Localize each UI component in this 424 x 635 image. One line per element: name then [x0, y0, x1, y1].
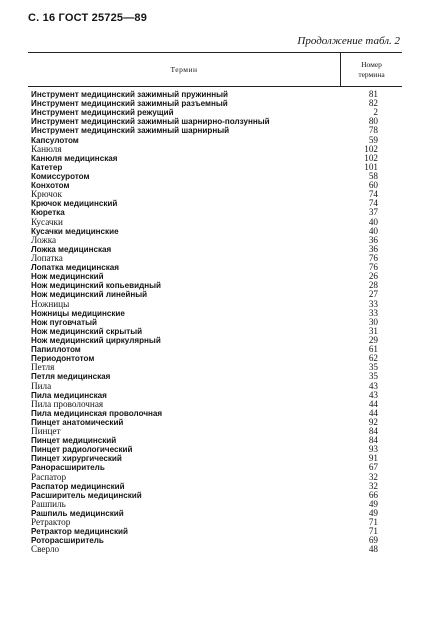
term-cell: Пинцет хирургический — [31, 454, 122, 464]
table-row — [28, 545, 402, 554]
term-number-cell: 49 — [368, 508, 378, 519]
term-number-cell: 44 — [368, 398, 378, 409]
term-cell: Конхотом — [31, 181, 70, 191]
term-cell: Инструмент медицинский режущий — [31, 108, 174, 118]
table-row — [28, 318, 402, 327]
term-cell: Кюретка — [31, 208, 65, 218]
term-number-cell: 66 — [368, 489, 378, 500]
term-cell: Ножницы — [31, 298, 70, 309]
term-number-cell: 32 — [368, 471, 378, 482]
term-number-cell: 35 — [368, 371, 378, 382]
column-header-number — [341, 53, 402, 86]
term-cell: Катетер — [31, 162, 63, 172]
term-number-cell: 32 — [368, 480, 378, 491]
term-cell: Кусачки медицинские — [31, 226, 119, 236]
term-number-cell: 35 — [368, 362, 378, 373]
table-row — [28, 473, 402, 482]
table-row — [28, 254, 402, 263]
term-number-cell: 49 — [368, 498, 378, 509]
table-row — [28, 99, 402, 108]
term-number-cell: 76 — [368, 262, 378, 273]
table-row — [28, 345, 402, 354]
table-row — [28, 245, 402, 254]
term-number-cell: 30 — [368, 316, 378, 327]
term-number-cell: 33 — [368, 298, 378, 309]
term-number-cell: 74 — [368, 189, 378, 200]
term-number-cell: 58 — [368, 170, 378, 181]
term-number-cell: 74 — [368, 198, 378, 209]
term-number-cell: 71 — [368, 526, 378, 537]
table-row — [28, 372, 402, 381]
term-number-cell: 33 — [368, 307, 378, 318]
term-number-cell: 102 — [364, 152, 378, 163]
table-row — [28, 236, 402, 245]
term-number-cell: 43 — [368, 389, 378, 400]
term-cell: Ложка — [31, 234, 57, 245]
term-number-cell: 71 — [368, 517, 378, 528]
table-row — [28, 400, 402, 409]
table-row — [28, 518, 402, 527]
table-row — [28, 527, 402, 536]
term-number-cell: 102 — [364, 143, 378, 154]
term-number-cell: 101 — [364, 161, 378, 172]
term-cell: Крючок — [31, 189, 62, 200]
table-row — [28, 190, 402, 199]
term-cell: Нож медицинский циркулярный — [31, 335, 161, 345]
term-cell: Нож медицинский скрытый — [31, 326, 143, 336]
term-number-cell: 61 — [368, 344, 378, 355]
term-number-cell: 80 — [368, 116, 378, 127]
term-cell: Нож медицинский копьевидный — [31, 281, 161, 291]
term-cell: Ложка медицинская — [31, 244, 112, 254]
term-number-cell: 78 — [368, 125, 378, 136]
term-number-cell: 28 — [368, 280, 378, 291]
table-row — [28, 172, 402, 181]
term-number-cell: 84 — [368, 435, 378, 446]
term-cell: Ранорасширитель — [31, 463, 105, 473]
table-row — [28, 154, 402, 163]
term-cell: Распатор медицинский — [31, 481, 125, 491]
term-number-cell: 37 — [368, 207, 378, 218]
term-cell: Лопатка — [31, 252, 63, 263]
table-row — [28, 418, 402, 427]
table-row — [28, 199, 402, 208]
term-cell: Пинцет анатомический — [31, 417, 124, 427]
table-row — [28, 117, 402, 126]
term-cell: Нож пуговчатый — [31, 317, 97, 327]
table-row — [28, 363, 402, 372]
table-body — [28, 90, 402, 555]
term-cell: Нож медицинский линейный — [31, 290, 148, 300]
term-cell: Лопатка медицинская — [31, 263, 119, 273]
table-row — [28, 290, 402, 299]
term-cell: Расширитель медицинский — [31, 490, 142, 500]
term-number-cell: 27 — [368, 289, 378, 300]
term-number-cell: 26 — [368, 271, 378, 282]
table-row — [28, 327, 402, 336]
term-number-cell: 40 — [368, 216, 378, 227]
table-row — [28, 126, 402, 135]
term-cell: Инструмент медицинский зажимный шарнирный — [31, 126, 230, 136]
term-number-cell: 93 — [368, 444, 378, 455]
table-row — [28, 263, 402, 272]
table-row — [28, 409, 402, 418]
table-row — [28, 382, 402, 391]
term-cell: Рашпиль медицинский — [31, 509, 124, 519]
term-number-cell: 76 — [368, 252, 378, 263]
term-number-cell: 44 — [368, 407, 378, 418]
page-header: С. 16 ГОСТ 25725—89 — [28, 12, 148, 24]
term-number-cell: 2 — [373, 107, 378, 118]
table-row — [28, 436, 402, 445]
column-header-number-line1: Номер — [361, 59, 382, 69]
table-row — [28, 300, 402, 309]
column-header-term: Термин — [28, 53, 341, 86]
term-number-cell: 69 — [368, 535, 378, 546]
term-number-cell: 40 — [368, 225, 378, 236]
term-cell: Папиллотом — [31, 345, 81, 355]
table-row — [28, 208, 402, 217]
term-number-cell: 81 — [368, 89, 378, 99]
term-number-cell: 29 — [368, 334, 378, 345]
table-row — [28, 108, 402, 117]
term-cell: Рашпиль — [31, 498, 66, 509]
table-row — [28, 427, 402, 436]
term-cell: Нож медицинский — [31, 272, 104, 282]
table-row — [28, 500, 402, 509]
term-cell: Сверло — [31, 544, 60, 555]
term-cell: Пила медицинская проволочная — [31, 408, 163, 418]
term-cell: Кусачки — [31, 216, 63, 227]
table-row — [28, 309, 402, 318]
table-row — [28, 281, 402, 290]
term-cell: Ретрактор медицинский — [31, 527, 128, 537]
term-cell: Капсулотом — [31, 135, 79, 145]
term-number-cell: 59 — [368, 134, 378, 145]
term-cell: Пила проволочная — [31, 398, 104, 409]
term-number-cell: 62 — [368, 353, 378, 364]
term-cell: Пинцет радиологический — [31, 445, 133, 455]
table-row — [28, 463, 402, 472]
term-number-cell: 31 — [368, 325, 378, 336]
table-row — [28, 136, 402, 145]
term-number-cell: 43 — [368, 380, 378, 391]
term-number-cell: 91 — [368, 453, 378, 464]
table-row — [28, 272, 402, 281]
table-row — [28, 509, 402, 518]
term-number-cell: 48 — [368, 544, 378, 555]
term-number-cell: 67 — [368, 462, 378, 473]
term-number-cell: 82 — [368, 98, 378, 109]
table-row — [28, 454, 402, 463]
table-row — [28, 163, 402, 172]
term-number-cell: 36 — [368, 234, 378, 245]
term-cell: Петля медицинская — [31, 372, 111, 382]
term-cell: Периодонтотом — [31, 354, 95, 364]
table-row — [28, 90, 402, 99]
term-cell: Ретрактор — [31, 517, 71, 528]
term-cell: Пила медицинская — [31, 390, 107, 400]
term-cell: Инструмент медицинский зажимный пружинный — [31, 90, 229, 99]
term-cell: Распатор — [31, 471, 67, 482]
table-row — [28, 181, 402, 190]
term-cell: Канюля — [31, 143, 62, 154]
table-row — [28, 536, 402, 545]
term-cell: Комиссуротом — [31, 171, 90, 181]
table-continuation-label: Продолжение табл. 2 — [297, 35, 400, 47]
term-cell: Пинцет медицинский — [31, 436, 117, 446]
table-row — [28, 482, 402, 491]
terms-table — [28, 52, 402, 555]
term-cell: Пила — [31, 380, 52, 391]
table-row — [28, 336, 402, 345]
table-row — [28, 145, 402, 154]
table-row — [28, 354, 402, 363]
table-row — [28, 227, 402, 236]
term-cell: Петля — [31, 362, 55, 373]
term-cell: Роторасширитель — [31, 536, 104, 546]
term-cell: Инструмент медицинский зажимный разъемный — [31, 99, 228, 109]
term-cell: Канюля медицинская — [31, 153, 118, 163]
term-number-cell: 36 — [368, 243, 378, 254]
term-cell: Крючок медицинский — [31, 199, 118, 209]
table-row — [28, 445, 402, 454]
term-number-cell: 60 — [368, 180, 378, 191]
term-cell: Ножницы медицинские — [31, 308, 125, 318]
term-cell: Пинцет — [31, 426, 61, 437]
table-header — [28, 52, 402, 87]
term-number-cell: 92 — [368, 416, 378, 427]
term-cell: Инструмент медицинский зажимный шарнирно-ползунный — [31, 117, 270, 127]
column-header-number-line2: термина — [358, 69, 385, 79]
table-row — [28, 491, 402, 500]
table-row — [28, 218, 402, 227]
term-number-cell: 84 — [368, 426, 378, 437]
